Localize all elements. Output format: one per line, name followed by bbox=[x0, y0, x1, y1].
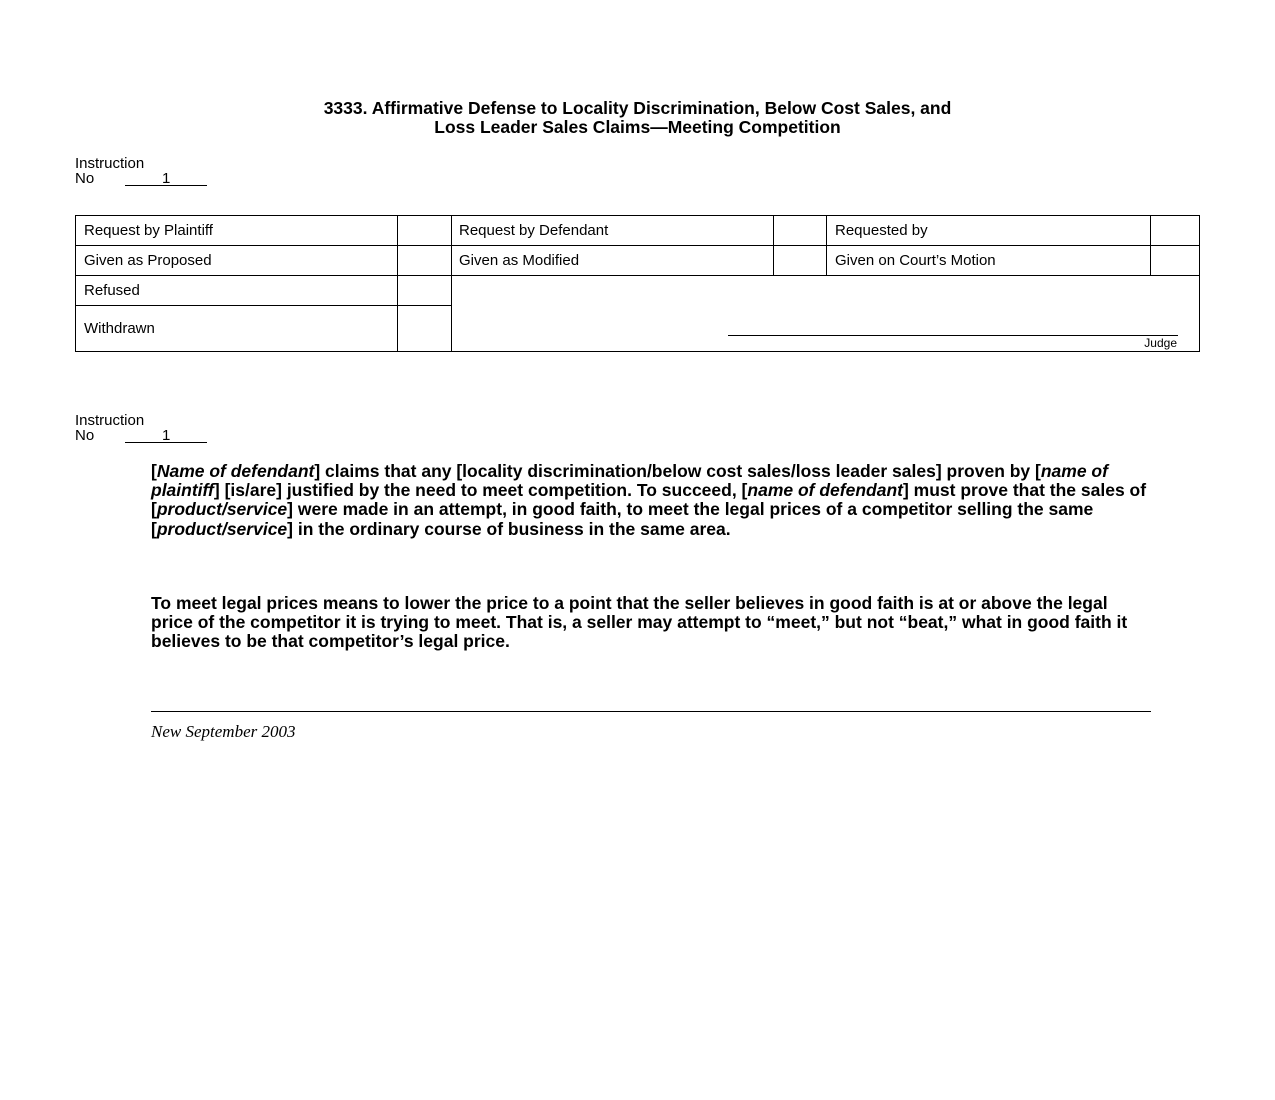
given-on-courts-motion-label: Given on Court’s Motion bbox=[835, 252, 996, 269]
placeholder-product-service: product/service bbox=[156, 499, 288, 520]
para1-text: ] in the ordinary course of business in the same area. bbox=[287, 518, 731, 539]
request-by-defendant-label: Request by Defendant bbox=[459, 222, 609, 239]
instruction-paragraph-2: To meet legal prices means to lower the price to a point that the seller believes in good faith is at or above the legal price of the competitor it is trying to meet. That is, a seller may attempt to “meet,” but not “beat,” what in good faith it believes to be that competitor’s legal price. bbox=[151, 593, 1128, 652]
footer-divider bbox=[151, 711, 1151, 712]
para1-text: ] claims that any [locality discrimination/below cost sales/loss leader sales] proven by [ bbox=[314, 461, 1041, 481]
refused-checkbox[interactable] bbox=[398, 276, 451, 305]
revision-history-note: New September 2003 bbox=[151, 722, 296, 741]
given-as-modified-checkbox[interactable] bbox=[774, 246, 826, 275]
no-label: No bbox=[75, 170, 95, 187]
placeholder-name-of-plaintiff: name of plaintiff bbox=[151, 461, 1108, 501]
request-by-plaintiff-checkbox[interactable] bbox=[398, 216, 451, 245]
instruction-title bbox=[0, 99, 1275, 137]
judge-label: Judge bbox=[1144, 336, 1177, 350]
instruction-number-block-top bbox=[75, 156, 207, 186]
request-by-defendant-checkbox[interactable] bbox=[774, 216, 826, 245]
title-line-1: 3333. Affirmative Defense to Locality Discrimination, Below Cost Sales, and bbox=[323, 98, 952, 118]
judge-signature-line[interactable] bbox=[728, 335, 1178, 336]
given-as-modified-label: Given as Modified bbox=[459, 252, 580, 269]
instruction-label: Instruction bbox=[75, 412, 145, 429]
para1-text: ] were made in an attempt, in good faith, to meet the legal prices of a competitor selling the same [ bbox=[151, 499, 1094, 539]
requested-by-label: Requested by bbox=[835, 222, 928, 239]
instruction-number-block-bottom bbox=[75, 413, 207, 443]
instruction-paragraph-1 bbox=[151, 462, 1151, 539]
para1-text: [ bbox=[151, 461, 157, 481]
requested-by-checkbox[interactable] bbox=[1151, 216, 1199, 245]
given-as-proposed-label: Given as Proposed bbox=[84, 252, 212, 269]
placeholder-name-of-defendant: name of defendant bbox=[747, 480, 903, 501]
instruction-number-field[interactable]: 1 bbox=[125, 429, 207, 443]
no-label: No bbox=[75, 427, 95, 444]
refused-label: Refused bbox=[84, 282, 140, 299]
title-line-2: Loss Leader Sales Claims—Meeting Competition bbox=[434, 117, 841, 137]
given-on-courts-motion-checkbox[interactable] bbox=[1151, 246, 1199, 275]
request-status-table bbox=[75, 215, 1200, 352]
withdrawn-checkbox[interactable] bbox=[398, 306, 451, 351]
placeholder-name-of-defendant: Name of defendant bbox=[156, 461, 315, 481]
para1-text: ] must prove that the sales of [ bbox=[151, 480, 1147, 520]
withdrawn-label: Withdrawn bbox=[84, 320, 155, 337]
given-as-proposed-checkbox[interactable] bbox=[398, 246, 451, 275]
instruction-number-field[interactable]: 1 bbox=[125, 172, 207, 186]
instruction-label: Instruction bbox=[75, 155, 145, 172]
placeholder-product-service: product/service bbox=[156, 518, 288, 539]
para1-text: ] [is/are] justified by the need to meet competition. To succeed, [ bbox=[213, 480, 748, 501]
request-by-plaintiff-label: Request by Plaintiff bbox=[84, 222, 213, 239]
